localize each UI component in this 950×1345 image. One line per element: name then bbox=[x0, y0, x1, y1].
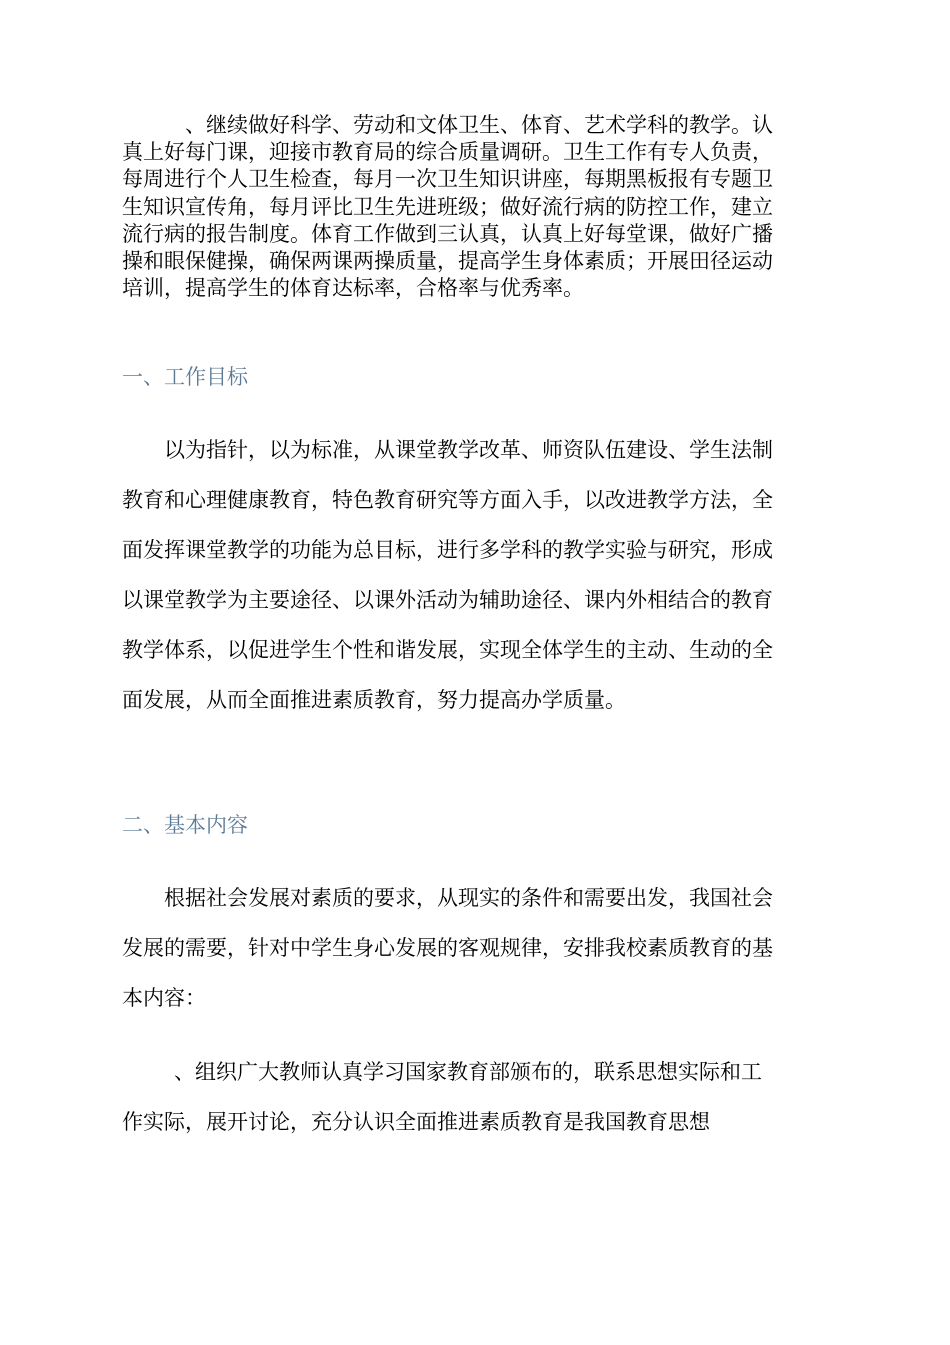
section1-heading: 一、工作目标 bbox=[122, 365, 248, 389]
section2-paragraph bbox=[122, 873, 782, 1023]
intro-paragraph-text: 、继续做好科学、劳动和文体卫生、体育、艺术学科的教学。认真上好每门课，迎接市教育局的综合质量调研。卫生工作有专人负责，每周进行个人卫生检查，每月一次卫生知识讲座，每期黑板报有专题卫生知识宣传角，每月评比卫生先进班级；做好流行病的防控工作，建立流行病的报告制度。体育工作做到三认真，认真上好每堂课，做好广播操和眼保健操，确保两课两操质量，提高学生身体素质；开展田径运动培训，提高学生的体育达标率，合格率与优秀率。 bbox=[122, 113, 773, 301]
section2-heading: 二、基本内容 bbox=[122, 813, 248, 837]
section2-item1-text: 、组织广大教师认真学习国家教育部颁布的，联系思想实际和工作实际，展开讨论，充分认识全面推进素质教育是我国教育思想 bbox=[122, 1060, 762, 1134]
section1-paragraph bbox=[122, 425, 782, 725]
section2-paragraph-text: 根据社会发展对素质的要求，从现实的条件和需要出发，我国社会发展的需要，针对中学生身心发展的客观规律，安排我校素质教育的基本内容： bbox=[122, 886, 773, 1010]
intro-paragraph bbox=[122, 112, 782, 302]
section2-item1 bbox=[122, 1047, 782, 1147]
section1-paragraph-text: 以为指针，以为标准，从课堂教学改革、师资队伍建设、学生法制教育和心理健康教育，特色教育研究等方面入手，以改进教学方法，全面发挥课堂教学的功能为总目标，进行多学科的教学实验与研究，形成以课堂教学为主要途径、以课外活动为辅助途径、课内外相结合的教育教学体系，以促进学生个性和谐发展，实现全体学生的主动、生动的全面发展，从而全面推进素质教育，努力提高办学质量。 bbox=[122, 438, 773, 712]
